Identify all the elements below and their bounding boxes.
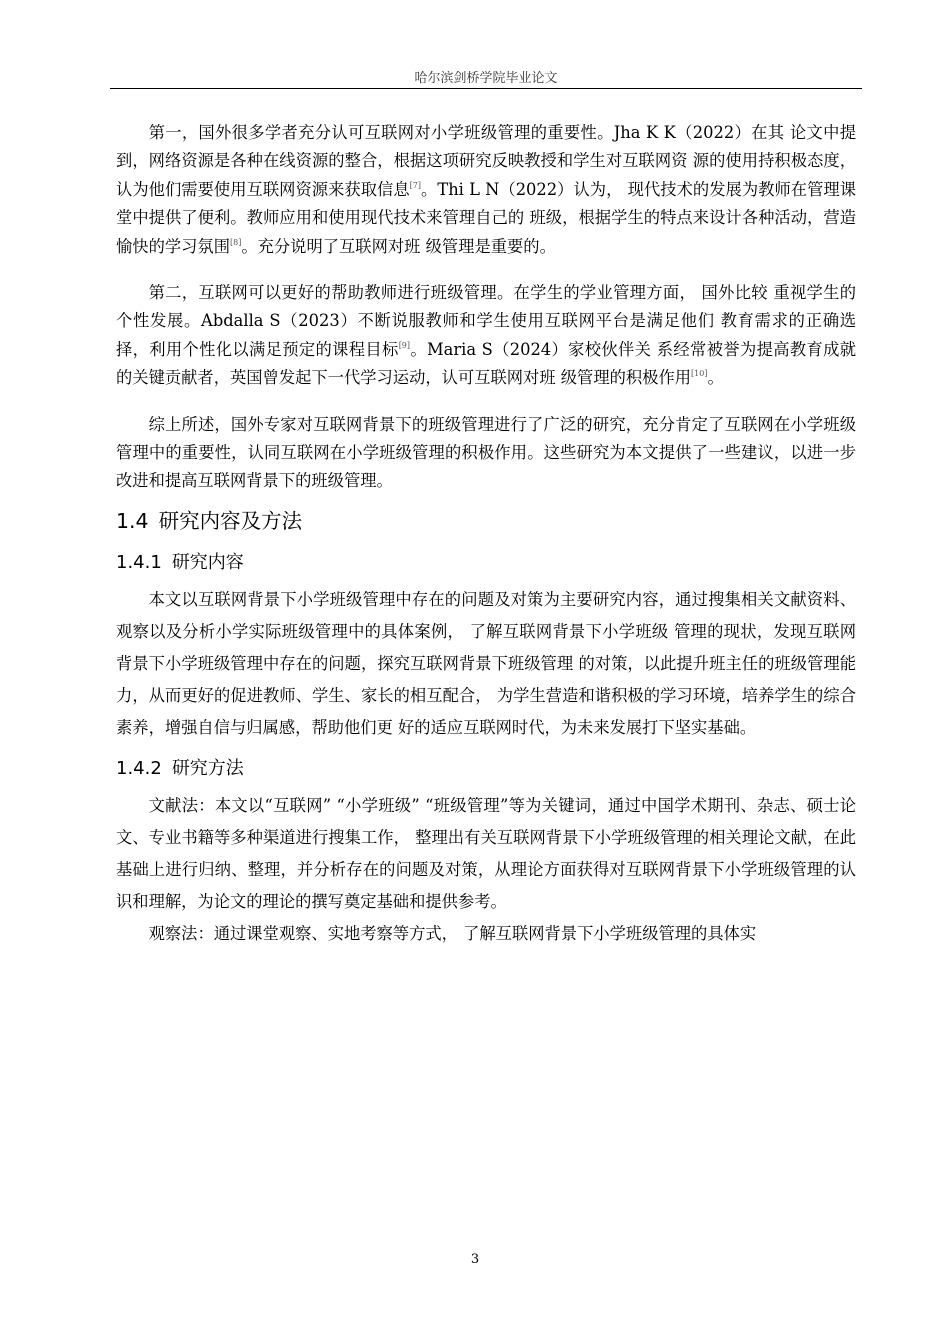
section-heading-1-4-1 [116,548,856,578]
paragraph-text: 。Thi L N（2022）认为， 现代技术的发展为教师在管理课堂中提供了便利。教师应用和使用现代技术来管理自己的 班级，根据学生的特点来设计各种活动，营造愉快的学习氛围 [116,179,856,256]
citation-7: [7] [409,180,421,190]
document-body [116,119,856,950]
paragraph-internet-helps [116,279,856,393]
page-header-title: 哈尔滨剑桥学院毕业论文 [414,71,558,86]
section-heading-1-4-2 [116,754,856,784]
paragraph-foreign-scholars [116,119,856,261]
section-heading-1-4 [116,506,856,536]
paragraph-summary: 综上所述，国外专家对互联网背景下的班级管理进行了广泛的研究，充分肯定了互联网在小学班级管理中的重要性，认同互联网在小学班级管理的积极作用。这些研究为本文提供了一些建议，以进一步改进和提高互联网背景下的班级管理。 [116,414,856,491]
section-number: 1.4.2 [116,757,162,779]
paragraph-observation-method: 观察法：通过课堂观察、实地考察等方式， 了解互联网背景下小学班级管理的具体实 [148,923,757,943]
paragraph-text: 第二，互联网可以更好的帮助教师进行班级管理。在学生的学业管理方面， 国外比较 重视学生的个性发展。Abdalla S（2023）不断说服教师和学生使用互联网平台是满足他们 教育需求的正确选择，利用个性化以满足预定的课程目标 [116,283,856,359]
citation-8: [8] [229,237,242,247]
section-number: 1.4 [116,508,149,533]
paragraph-literature-method: 文献法：本文以“互联网” “小学班级” “班级管理”等为关键词，通过中国学术期刊、杂志、硕士论文、专业书籍等多种渠道进行搜集工作， 整理出有关互联网背景下小学班级管理的相关理论文献，在此基础上进行归纳、整理，并分析存在的问题及对策，从理论方面获得对互联网背景下小学班级管理的认识和理解，为论文的理论的撰写奠定基础和提供参考。 [116,795,856,911]
paragraph-text: 。充分说明了互联网对班 级管理是重要的。 [241,236,556,256]
paragraph-text: 。Maria S（2024）家校伙伴关 系经常被誉为提高教育成就的关键贡献者，英国曾发起下一代学习运动，认可互联网对班 级管理的积极作用 [116,339,856,388]
section-title: 研究内容 [171,551,244,573]
citation-9: [9] [398,340,411,350]
paragraph-research-content: 本文以互联网背景下小学班级管理中存在的问题及对策为主要研究内容，通过搜集相关文献资料、观察以及分析小学实际班级管理中的具体案例， 了解互联网背景下小学班级 管理的现状，发现互联网背景下小学班级管理中存在的问题，探究互联网背景下班级管理 的对策，以此提升班主任的班级管理能力，从而更好的促进教师、学生、家长的相互配合， 为学生营造和谐积极的学习环境，培养学生的综合素养，增强自信与归属感，帮助他们更 好的适应互联网时代，为未来发展打下坚实基础。 [116,589,856,737]
header-divider [110,88,862,89]
citation-10: [10] [691,369,708,379]
section-number: 1.4.1 [116,551,162,573]
page-number: 3 [470,1252,480,1267]
paragraph-text: 第一，国外很多学者充分认可互联网对小学班级管理的重要性。Jha K K（2022）在其 论文中提到，网络资源是各种在线资源的整合，根据这项研究反映教授和学生对互联网资 源的使用持积极态度，认为他们需要使用互联网资源来获取信息 [116,123,856,199]
section-title: 研究内容及方法 [158,508,303,533]
section-title: 研究方法 [171,757,244,779]
paragraph-text: 。 [707,368,724,388]
